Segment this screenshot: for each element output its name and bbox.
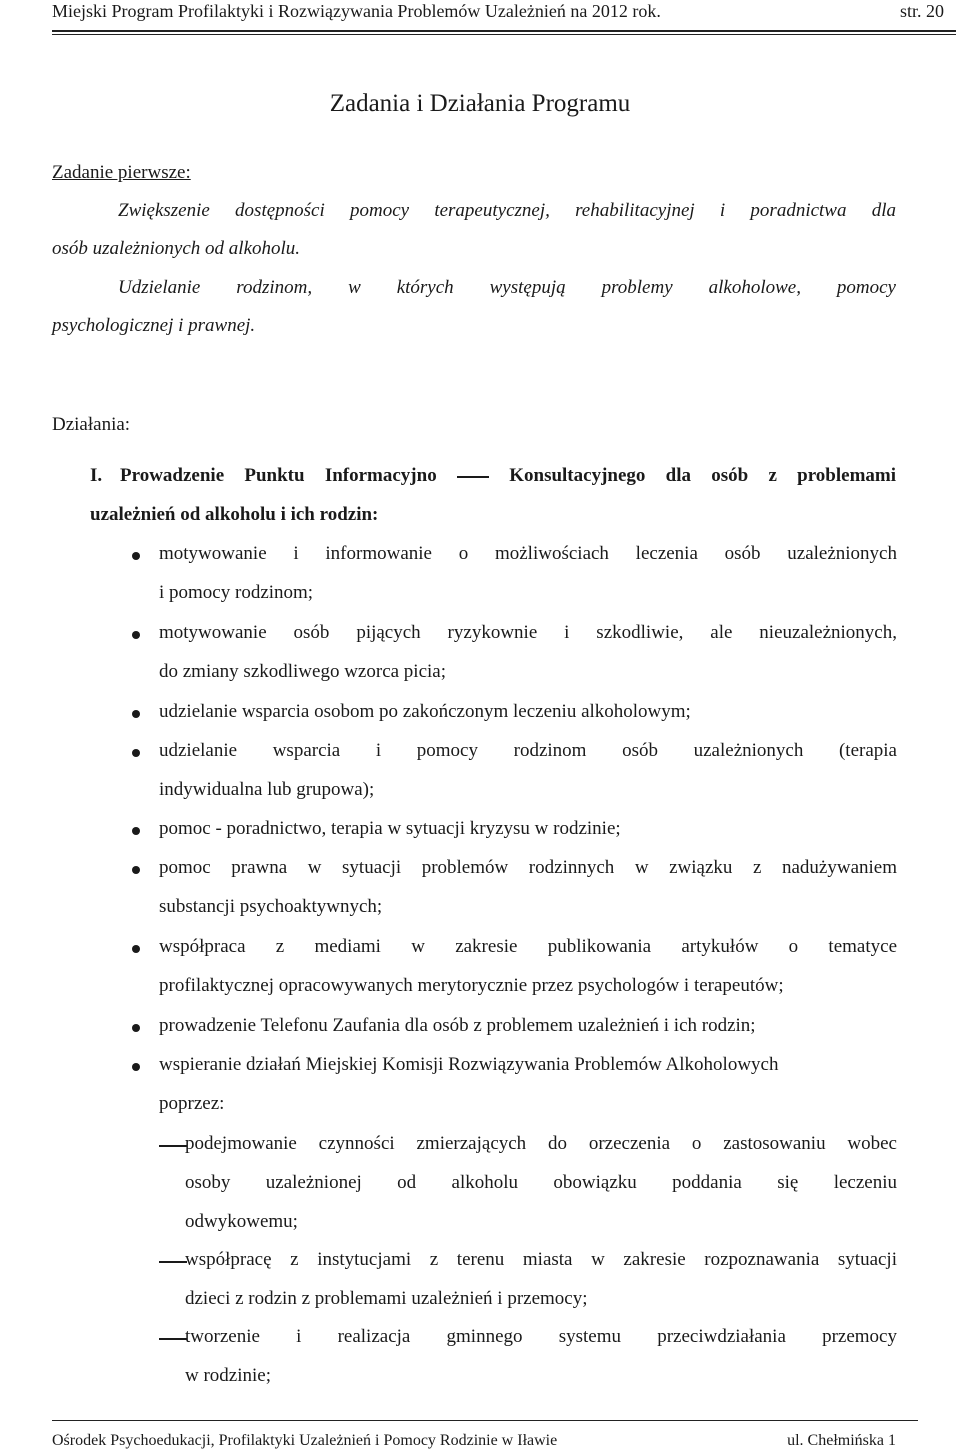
bullet-item-line-1: pomoc prawna w sytuacji problemów rodzinnych w związku z nadużywaniem — [159, 857, 897, 878]
footer-street: ul. Chełmińska 1 — [787, 1432, 896, 1449]
bullet-dot — [132, 1024, 140, 1032]
actions-label: Działania: — [52, 414, 131, 435]
header-rule-thin — [52, 34, 956, 35]
bullet-dot — [132, 749, 140, 757]
section-numeral: I. — [90, 465, 103, 486]
dash-marker — [159, 1261, 187, 1263]
sub-item-line-1: współpracę z instytucjami z terenu miasta w zakresie rozpoznawania sytuacji — [185, 1249, 897, 1270]
bullet-item-line-1: motywowanie osób pijących ryzykownie i szkodliwie, ale nieuzależnionych, — [159, 622, 897, 643]
bullet-item-line-1: wspieranie działań Miejskiej Komisji Rozwiązywania Problemów Alkoholowych — [159, 1054, 779, 1075]
bullet-dot — [132, 552, 140, 560]
bullet-item-line-2: indywidualna lub grupowa); — [159, 779, 375, 800]
sub-item-line-1: tworzenie i realizacja gminnego systemu przeciwdziałania przemocy — [185, 1326, 897, 1347]
bullet-dot — [132, 631, 140, 639]
footer-address: Ośrodek Psychoedukacji, Profilaktyki Uzależnień i Pomocy Rodzinie w Iławie — [52, 1432, 558, 1449]
bullet-item-line-2: do zmiany szkodliwego wzorca picia; — [159, 661, 447, 682]
bullet-item-line-1: udzielanie wsparcia osobom po zakończonym leczeniu alkoholowym; — [159, 701, 691, 722]
bullet-item-line-2: poprzez: — [159, 1093, 225, 1114]
sub-item-line-1: podejmowanie czynności zmierzających do orzeczenia o zastosowaniu wobec — [185, 1133, 897, 1154]
section-title-line-1: Prowadzenie Punktu Informacyjno Konsultacyjnego dla osób z problemami — [120, 465, 896, 486]
dash-marker — [159, 1338, 187, 1340]
bullet-dot — [132, 827, 140, 835]
bullet-item-line-1: pomoc - poradnictwo, terapia w sytuacji kryzysu w rodzinie; — [159, 818, 621, 839]
bullet-dot — [132, 945, 140, 953]
bullet-item-line-1: udzielanie wsparcia i pomocy rodzinom osób uzależnionych (terapia — [159, 740, 897, 761]
task-paragraph-2-line-1: Udzielanie rodzinom, w których występują problemy alkoholowe, pomocy — [118, 277, 896, 298]
sub-item-line-2: w rodzinie; — [185, 1365, 272, 1386]
header-title: Miejski Program Profilaktyki i Rozwiązywania Problemów Uzależnień na 2012 rok. — [52, 1, 661, 21]
task-paragraph-2-line-2: psychologicznej i prawnej. — [52, 315, 256, 336]
task-paragraph-1-line-1: Zwiększenie dostępności pomocy terapeutycznej, rehabilitacyjnej i poradnictwa dla — [118, 200, 896, 221]
section-title-line-2: uzależnień od alkoholu i ich rodzin: — [90, 504, 379, 525]
footer-rule — [52, 1420, 918, 1421]
dash-marker — [159, 1145, 187, 1147]
bullet-item-line-1: prowadzenie Telefonu Zaufania dla osób z problemem uzależnień i ich rodzin; — [159, 1015, 756, 1036]
sub-item-line-2: osoby uzależnionej od alkoholu obowiązku poddania się leczeniu — [185, 1172, 897, 1193]
bullet-item-line-1: współpraca z mediami w zakresie publikowania artykułów o tematyce — [159, 936, 897, 957]
bullet-item-line-1: motywowanie i informowanie o możliwościach leczenia osób uzależnionych — [159, 543, 897, 564]
bullet-item-line-2: substancji psychoaktywnych; — [159, 896, 383, 917]
page-title: Zadania i Działania Programu — [329, 90, 631, 117]
header-page-number: str. 20 — [899, 1, 944, 21]
dash-separator — [457, 476, 489, 478]
bullet-dot — [132, 710, 140, 718]
sub-item-line-3: odwykowemu; — [185, 1211, 298, 1232]
bullet-item-line-2: i pomocy rodzinom; — [159, 582, 314, 603]
task-paragraph-1-line-2: osób uzależnionych od alkoholu. — [52, 238, 301, 259]
bullet-dot — [132, 1063, 140, 1071]
header-rule — [52, 30, 956, 32]
task-label: Zadanie pierwsze: — [52, 162, 191, 183]
sub-item-line-2: dzieci z rodzin z problemami uzależnień i przemocy; — [185, 1288, 588, 1309]
bullet-item-line-2: profilaktycznej opracowywanych merytorycznie przez psychologów i terapeutów; — [159, 975, 784, 996]
bullet-dot — [132, 866, 140, 874]
